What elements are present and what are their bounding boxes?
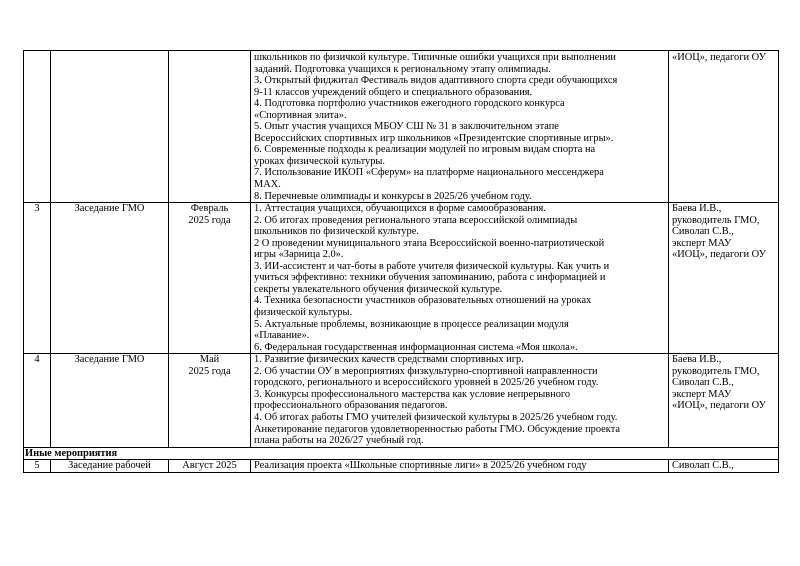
content-line: 1. Развитие физических качеств средствами спортивных игр. <box>254 354 524 366</box>
date-cell <box>169 51 251 203</box>
row-number-cell: 4 <box>24 354 51 447</box>
responsible-line: «ИОЦ», педагоги ОУ <box>672 52 766 63</box>
content-line: 4. Подготовка портфолио участников ежегодного городского конкурса <box>254 98 565 110</box>
content-line: 5. Опыт участия учащихся МБОУ СШ № 31 в заключительном этапе <box>254 121 559 133</box>
content-line: МАХ. <box>254 179 281 191</box>
date-cell <box>169 203 251 354</box>
content-line: игры «Зарница 2.0». <box>254 249 344 261</box>
content-line: 4. Техника безопасности участников образовательных отношений на уроках <box>254 295 592 307</box>
table-row-continued <box>24 51 779 203</box>
content-cell: Реализация проекта «Школьные спортивные лиги» в 2025/26 учебном году <box>251 460 669 473</box>
table-row <box>24 460 779 473</box>
content-line: 3. Конкурсы профессионального мастерства как условие непрерывного <box>254 388 571 400</box>
work-plan-table <box>23 50 779 473</box>
section-title: Иные мероприятия <box>24 447 779 460</box>
content-line: 3. ИИ-ассистент и чат-боты в работе учителя физической культуры. Как учить и <box>254 260 610 272</box>
responsible-line: руководитель ГМО, <box>672 214 760 226</box>
row-number-cell: 5 <box>24 460 51 473</box>
date-line: Февраль <box>190 203 229 215</box>
content-line: 9-11 классов учреждений общего и специального образования. <box>254 86 533 98</box>
content-line: 7. Использование ИКОП «Сферум» на платформе национального мессенджера <box>254 167 604 179</box>
event-cell: Заседание ГМО <box>51 354 169 447</box>
content-line: 3. Открытый фиджитал Фестиваль видов адаптивного спорта среди обучающихся <box>254 75 618 87</box>
content-line: 1. Аттестация учащихся, обучающихся в форме самообразования. <box>254 203 546 215</box>
content-line: заданий. Подготовка учащихся к региональному этапу олимпиады. <box>254 63 551 75</box>
content-line: 8. Перечневые олимпиады и конкурсы в 2025/26 учебном году. <box>254 190 532 202</box>
content-line: 6. Федеральная государственная информационная система «Моя школа». <box>254 341 578 353</box>
responsible-line: Сиволап С.В., <box>672 377 734 389</box>
content-line: физической культуры. <box>254 307 353 319</box>
content-line: городского, регионального и всероссийского уровней в 2025/26 учебном году. <box>254 377 599 389</box>
responsible-cell <box>669 354 779 447</box>
content-line: 5. Актуальные проблемы, возникающие в процессе реализации модуля <box>254 318 569 330</box>
content-line: секреты увлекательного обучения физической культуре. <box>254 283 503 295</box>
content-line: плана работы на 2026/27 учебный год. <box>254 435 424 447</box>
content-line: 4. Об итогах работы ГМО учителей физической культуры в 2025/26 учебном году. <box>254 411 618 423</box>
content-line: 2. Об участии ОУ в мероприятиях физкультурно-спортивной направленности <box>254 365 598 377</box>
event-cell: Заседание ГМО <box>51 203 169 354</box>
table-row <box>24 354 779 447</box>
date-line: 2025 года <box>188 214 231 226</box>
content-line: «Спортивная элита». <box>254 109 347 121</box>
date-cell: Август 2025 <box>169 460 251 473</box>
responsible-line: Сиволап С.В., <box>672 226 734 238</box>
content-line: Всероссийских спортивных игр школьников «Президентские спортивные игры». <box>254 132 614 144</box>
content-line: школьников по физической культуре. <box>254 226 419 238</box>
content-line: уроках физической культуры. <box>254 155 385 167</box>
content-cell <box>251 203 669 354</box>
responsible-line: эксперт МАУ <box>672 237 732 249</box>
responsible-line: «ИОЦ», педагоги ОУ <box>672 249 766 261</box>
row-number-cell <box>24 51 51 203</box>
content-cell <box>251 51 669 203</box>
date-cell <box>169 354 251 447</box>
responsible-cell <box>669 203 779 354</box>
content-line: 6. Современные подходы к реализации модулей по игровым видам спорта на <box>254 144 596 156</box>
event-cell <box>51 51 169 203</box>
event-cell: Заседание рабочей <box>51 460 169 473</box>
row-number-cell: 3 <box>24 203 51 354</box>
content-line: «Плавание». <box>254 330 310 342</box>
content-cell <box>251 354 669 447</box>
table-row <box>24 203 779 354</box>
responsible-cell: Сиволап С.В., <box>669 460 779 473</box>
responsible-line: Баева И.В., <box>672 203 722 215</box>
content-line: учиться эффективно: техники обучения запоминанию, работа с информацией и <box>254 272 606 284</box>
content-line: 2. Об итогах проведения регионального этапа всероссийской олимпиады <box>254 214 578 226</box>
content-line: школьников по физичкой культуре. Типичные ошибки учащихся при выполнении <box>254 52 616 63</box>
responsible-cell <box>669 51 779 203</box>
date-line: 2025 года <box>188 365 231 377</box>
content-line: Анкетирование педагогов удовлетворенностью работы ГМО. Обсуждение проекта <box>254 423 620 435</box>
responsible-line: эксперт МАУ <box>672 388 732 400</box>
section-row <box>24 447 779 460</box>
content-line: 2 О проведении муниципального этапа Всероссийской военно-патриотической <box>254 237 605 249</box>
responsible-line: Баева И.В., <box>672 354 722 366</box>
responsible-line: «ИОЦ», педагоги ОУ <box>672 400 766 412</box>
content-line: профессионального образования педагогов. <box>254 400 448 412</box>
responsible-line: руководитель ГМО, <box>672 365 760 377</box>
date-line: Май <box>199 354 220 366</box>
